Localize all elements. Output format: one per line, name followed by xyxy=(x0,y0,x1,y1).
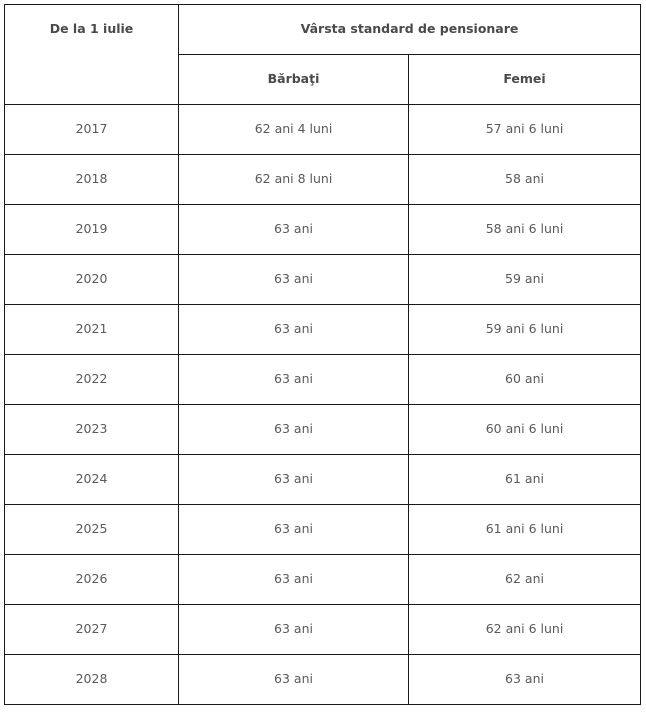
header-row-top xyxy=(5,5,641,55)
table-row xyxy=(5,555,641,605)
header-retirement-age-group: Vârsta standard de pensionare xyxy=(179,5,641,55)
table-header xyxy=(5,5,641,105)
cell-men-age: 63 ani xyxy=(179,205,409,255)
cell-women-age: 58 ani xyxy=(409,155,641,205)
cell-women-age: 60 ani xyxy=(409,355,641,405)
table-body xyxy=(5,105,641,705)
cell-women-age: 61 ani xyxy=(409,455,641,505)
cell-men-age: 62 ani 8 luni xyxy=(179,155,409,205)
cell-year: 2027 xyxy=(5,605,179,655)
cell-year: 2024 xyxy=(5,455,179,505)
cell-men-age: 63 ani xyxy=(179,355,409,405)
cell-men-age: 63 ani xyxy=(179,505,409,555)
cell-men-age: 63 ani xyxy=(179,555,409,605)
cell-women-age: 57 ani 6 luni xyxy=(409,105,641,155)
table-row xyxy=(5,205,641,255)
cell-year: 2020 xyxy=(5,255,179,305)
cell-men-age: 62 ani 4 luni xyxy=(179,105,409,155)
cell-men-age: 63 ani xyxy=(179,455,409,505)
cell-year: 2017 xyxy=(5,105,179,155)
header-men-column: Bărbaţi xyxy=(179,55,409,105)
table-row xyxy=(5,355,641,405)
cell-women-age: 58 ani 6 luni xyxy=(409,205,641,255)
cell-men-age: 63 ani xyxy=(179,405,409,455)
cell-women-age: 59 ani 6 luni xyxy=(409,305,641,355)
table-row xyxy=(5,305,641,355)
cell-women-age: 63 ani xyxy=(409,655,641,705)
header-date-column: De la 1 iulie xyxy=(5,5,179,105)
cell-women-age: 62 ani xyxy=(409,555,641,605)
cell-women-age: 62 ani 6 luni xyxy=(409,605,641,655)
table-row xyxy=(5,605,641,655)
cell-year: 2019 xyxy=(5,205,179,255)
cell-men-age: 63 ani xyxy=(179,255,409,305)
cell-women-age: 61 ani 6 luni xyxy=(409,505,641,555)
cell-year: 2018 xyxy=(5,155,179,205)
cell-year: 2022 xyxy=(5,355,179,405)
table-row xyxy=(5,155,641,205)
cell-men-age: 63 ani xyxy=(179,655,409,705)
table-row xyxy=(5,655,641,705)
cell-men-age: 63 ani xyxy=(179,305,409,355)
cell-year: 2023 xyxy=(5,405,179,455)
cell-year: 2028 xyxy=(5,655,179,705)
table-row xyxy=(5,105,641,155)
header-women-column: Femei xyxy=(409,55,641,105)
table-row xyxy=(5,455,641,505)
retirement-age-table xyxy=(4,4,641,705)
table-row xyxy=(5,405,641,455)
cell-women-age: 59 ani xyxy=(409,255,641,305)
cell-year: 2026 xyxy=(5,555,179,605)
cell-men-age: 63 ani xyxy=(179,605,409,655)
cell-year: 2025 xyxy=(5,505,179,555)
table-row xyxy=(5,505,641,555)
cell-year: 2021 xyxy=(5,305,179,355)
table-row xyxy=(5,255,641,305)
cell-women-age: 60 ani 6 luni xyxy=(409,405,641,455)
